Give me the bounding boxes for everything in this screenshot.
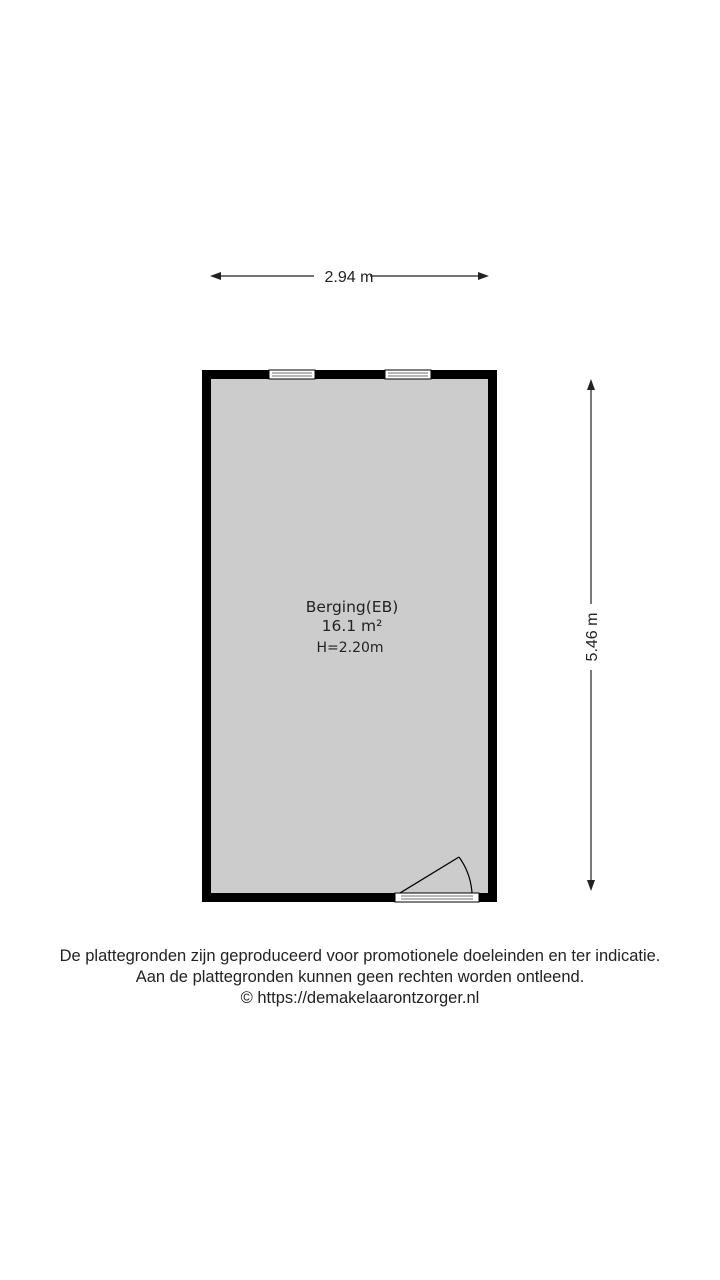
- window-left: [269, 370, 315, 379]
- arrow-down-icon: [587, 880, 595, 891]
- disclaimer-line-2: Aan de plattegronden kunnen geen rechten worden ontleend.: [135, 968, 585, 986]
- room-floor: [211, 379, 488, 893]
- room-height: H=2.20m: [316, 640, 384, 656]
- width-label: 2.94 m: [324, 269, 374, 286]
- arrow-right-icon: [478, 272, 489, 280]
- disclaimer-line-1: De plattegronden zijn geproduceerd voor promotionele doeleinden en ter indicatie.: [59, 947, 661, 965]
- room-name: Berging(EB): [305, 598, 399, 616]
- room-area: 16.1 m²: [321, 617, 383, 635]
- height-dimension: [584, 379, 601, 891]
- height-label: 5.46 m: [584, 612, 601, 662]
- arrow-left-icon: [210, 272, 221, 280]
- disclaimer: [0, 946, 720, 1009]
- arrow-up-icon: [587, 379, 595, 390]
- window-right: [385, 370, 431, 379]
- width-dimension: [210, 269, 489, 286]
- copyright-link[interactable]: © https://demakelaarontzorger.nl: [240, 989, 480, 1007]
